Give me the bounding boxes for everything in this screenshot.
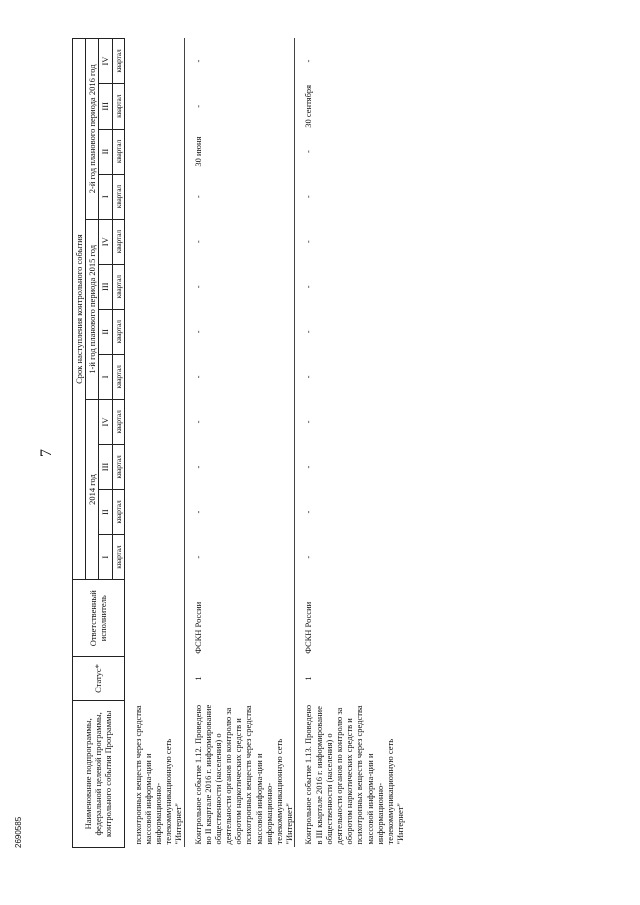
- page-number: 7: [38, 449, 55, 457]
- quarter-date-cell: -: [295, 444, 405, 489]
- quarter-date-cell: [124, 535, 184, 580]
- event-name-cell: Контрольное событие 1.12. Проведено во II квартале 2016 г. информирование общественности (населения) о деятельности органов по контролю за оборотом наркотических средств и психотропных веществ через средства массовой информа-ции и информационно-телекоммуникационную сеть "Интернет": [184, 700, 295, 847]
- quarter-date-cell: -: [184, 39, 295, 84]
- quarter-date-cell: [124, 84, 184, 129]
- quarter-number: III: [99, 264, 112, 309]
- table-body: [124, 39, 405, 848]
- header-status: Статус*: [73, 657, 125, 700]
- header-year-2014: 2014 год: [86, 399, 99, 579]
- quarter-number: III: [99, 84, 112, 129]
- quarter-date-cell: [124, 264, 184, 309]
- quarter-date-cell: -: [184, 399, 295, 444]
- status-cell: 1: [184, 657, 295, 700]
- quarter-date-cell: [124, 39, 184, 84]
- quarter-date-cell: -: [295, 535, 405, 580]
- quarter-number: IV: [99, 219, 112, 264]
- table-row: [184, 39, 295, 848]
- quarter-date-cell: -: [184, 84, 295, 129]
- quarter-word: квартал: [112, 264, 124, 309]
- quarter-date-cell: -: [295, 264, 405, 309]
- quarter-date-cell: -: [295, 309, 405, 354]
- quarter-date-cell: -: [184, 444, 295, 489]
- quarter-date-cell: [124, 174, 184, 219]
- quarter-date-cell: -: [295, 174, 405, 219]
- quarter-number: II: [99, 490, 112, 535]
- quarter-date-cell: -: [295, 219, 405, 264]
- quarter-date-cell: 30 июня: [184, 129, 295, 174]
- quarter-word: квартал: [112, 39, 124, 84]
- quarter-date-cell: [124, 354, 184, 399]
- quarter-word: квартал: [112, 84, 124, 129]
- quarter-date-cell: -: [184, 174, 295, 219]
- quarter-date-cell: -: [184, 535, 295, 580]
- quarter-word: квартал: [112, 399, 124, 444]
- quarter-number: I: [99, 174, 112, 219]
- quarter-date-cell: -: [184, 354, 295, 399]
- quarter-word: квартал: [112, 354, 124, 399]
- quarter-date-cell: [124, 309, 184, 354]
- quarter-date-cell: -: [295, 399, 405, 444]
- header-term: Срок наступления контрольного события: [73, 39, 86, 580]
- table-row: [295, 39, 405, 848]
- responsible-cell: ФСКН России: [184, 580, 295, 657]
- quarter-number: II: [99, 129, 112, 174]
- quarter-word: квартал: [112, 174, 124, 219]
- quarter-date-cell: [124, 444, 184, 489]
- quarter-word: квартал: [112, 444, 124, 489]
- quarter-date-cell: [124, 399, 184, 444]
- responsible-cell: ФСКН России: [295, 580, 405, 657]
- quarter-word: квартал: [112, 129, 124, 174]
- quarter-number: III: [99, 444, 112, 489]
- control-events-table: [72, 38, 405, 848]
- quarter-date-cell: -: [184, 219, 295, 264]
- status-cell: 1: [295, 657, 405, 700]
- quarter-word: квартал: [112, 219, 124, 264]
- quarter-date-cell: [124, 490, 184, 535]
- quarter-word: квартал: [112, 309, 124, 354]
- header-year-2016: 2-й год планового периода 2016 год: [86, 39, 99, 220]
- header-name: Наименование подпрограммы, федеральной целевой программы, контрольного события Программы: [73, 700, 125, 847]
- rotated-page: [38, 38, 598, 868]
- quarter-date-cell: -: [295, 354, 405, 399]
- event-name-cell: психотропных веществ через средства массовой информа-ции и информационно-телекоммуникационную сеть "Интернет": [132, 705, 184, 845]
- quarter-number: I: [99, 354, 112, 399]
- quarter-date-cell: -: [295, 129, 405, 174]
- document-id: 2690585: [14, 816, 23, 848]
- quarter-date-cell: -: [184, 309, 295, 354]
- quarter-date-cell: -: [184, 264, 295, 309]
- quarter-word: квартал: [112, 535, 124, 580]
- header-responsible: Ответственный исполнитель: [73, 580, 125, 657]
- quarter-word: квартал: [112, 490, 124, 535]
- table-row: [124, 39, 184, 848]
- quarter-date-cell: [124, 219, 184, 264]
- responsible-cell: [124, 580, 184, 657]
- quarter-number: I: [99, 535, 112, 580]
- quarter-date-cell: 30 сентября: [295, 84, 405, 129]
- quarter-number: IV: [99, 399, 112, 444]
- quarter-date-cell: -: [295, 39, 405, 84]
- event-name-cell: Контрольное событие 1.13. Проведено в III квартале 2016 г. информирование общественности (населения) о деятельности органов по контролю за оборотом наркотических средств и психотропных веществ через средства массовой информа-ции и информационно-телекоммуникационную сеть "Интернет": [295, 700, 405, 847]
- quarter-date-cell: -: [295, 490, 405, 535]
- header-year-2015: 1-й год планового периода 2015 год: [86, 219, 99, 399]
- quarter-number: IV: [99, 39, 112, 84]
- status-cell: [124, 657, 184, 700]
- quarter-date-cell: -: [184, 490, 295, 535]
- quarter-date-cell: [124, 129, 184, 174]
- quarter-number: II: [99, 309, 112, 354]
